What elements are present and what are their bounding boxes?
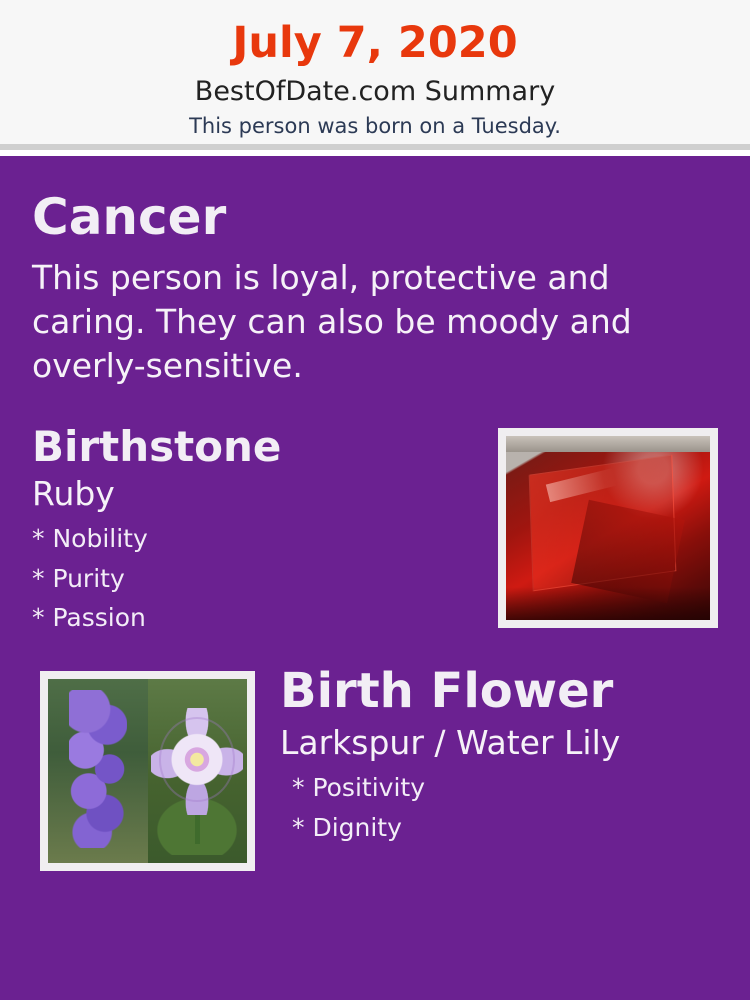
birthstone-name: Ruby bbox=[32, 473, 115, 513]
birthstone-image-frame bbox=[498, 428, 718, 628]
waterlily-photo bbox=[148, 679, 248, 863]
birthflower-trait: * Positivity bbox=[292, 773, 425, 803]
birthflower-text bbox=[280, 662, 718, 842]
birthflower-trait: * Dignity bbox=[292, 812, 402, 842]
zodiac-sign-title: Cancer bbox=[32, 188, 227, 246]
birthstone-trait: * Nobility bbox=[32, 524, 148, 554]
page-title: July 7, 2020 bbox=[232, 18, 518, 68]
birth-day-of-week: This person was born on a Tuesday. bbox=[189, 113, 561, 138]
ruby-gemstone-photo bbox=[506, 436, 710, 620]
page-header bbox=[0, 0, 750, 150]
birthstone-trait: * Passion bbox=[32, 603, 146, 633]
site-summary-label: BestOfDate.com Summary bbox=[194, 76, 556, 107]
zodiac-description: This person is loyal, protective and caring. They can also be moody and overly-sensitive. bbox=[32, 258, 632, 385]
birthstone-trait: * Purity bbox=[32, 563, 125, 593]
larkspur-photo bbox=[48, 679, 148, 863]
birthstone-heading: Birthstone bbox=[32, 421, 282, 471]
birthflower-name: Larkspur / Water Lily bbox=[280, 722, 621, 762]
birthstone-section bbox=[32, 421, 718, 641]
larkspur-waterlily-photo bbox=[48, 679, 247, 863]
birthflower-heading: Birth Flower bbox=[280, 662, 614, 719]
details-panel bbox=[0, 156, 750, 1000]
birthflower-section bbox=[32, 662, 718, 882]
birthflower-image-frame bbox=[40, 671, 255, 871]
